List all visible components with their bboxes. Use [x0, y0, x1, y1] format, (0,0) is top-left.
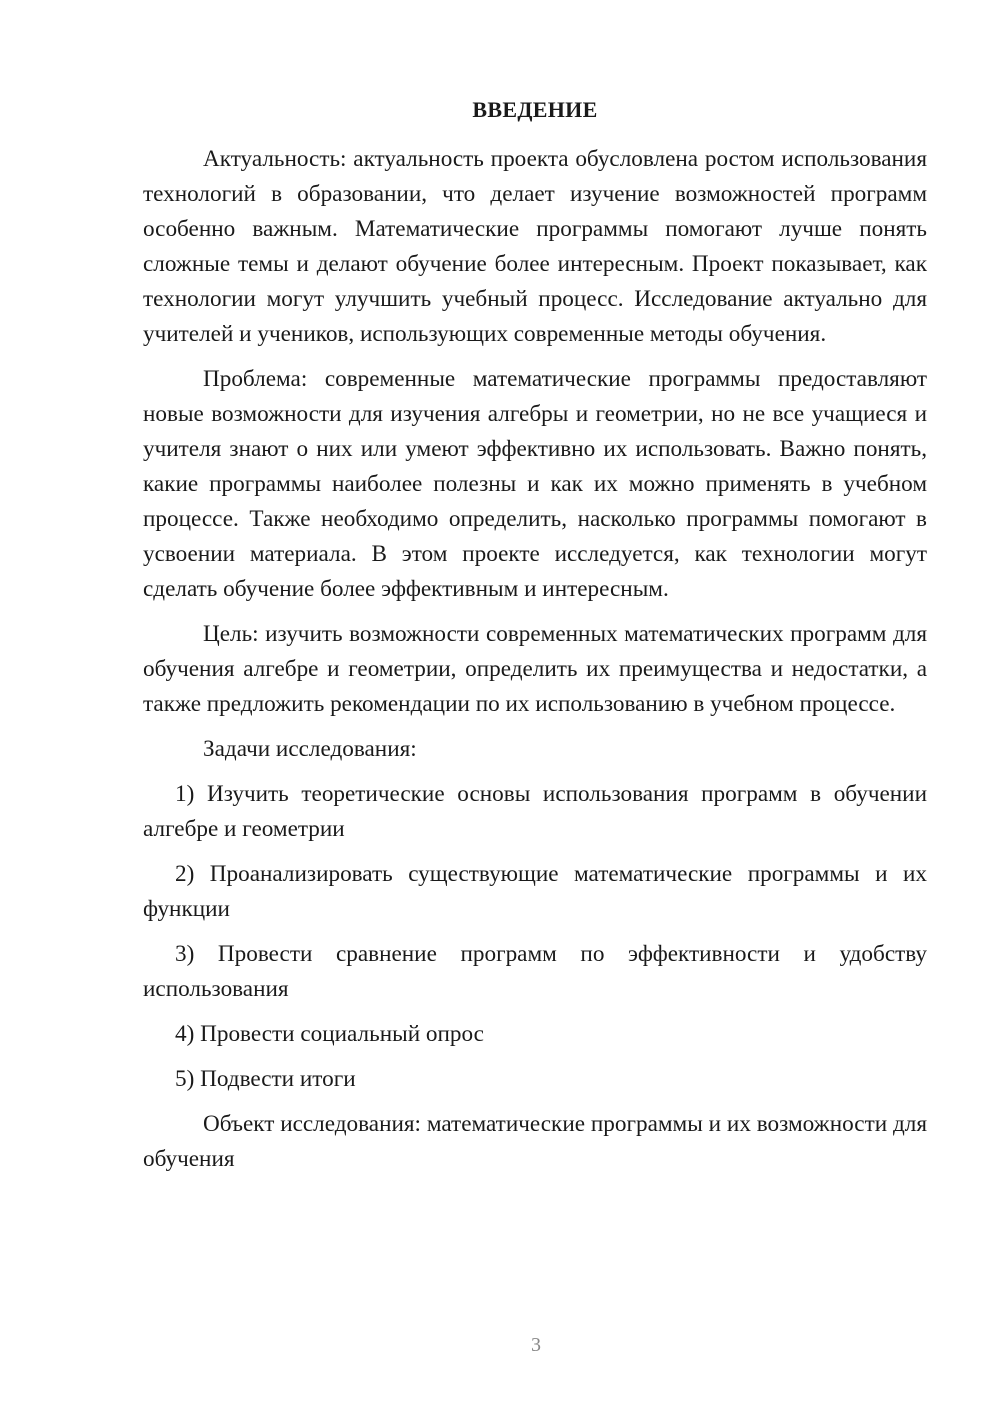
relevance-paragraph: Актуальность: актуальность проекта обусловлена ростом использования технологий в образовании, что делает изучение возможностей программ особенно важным. Математические программы помогают лучше понять сложные темы и делают обучение более интересным. Проект показывает, как технологии могут улучшить учебный процесс. Исследование актуально для учителей и учеников, использующих современные методы обучения. — [143, 146, 927, 347]
page-title: ВВЕДЕНИЕ — [472, 97, 598, 122]
problem-paragraph: Проблема: современные математические программы предоставляют новые возможности для изучения алгебры и геометрии, но не все учащиеся и учителя знают о них или умеют эффективно их использовать. Важно понять, какие программы наиболее полезны и как их можно применять в учебном процессе. Также необходимо определить, насколько программы помогают в усвоении материала. В этом проекте исследуется, как технологии могут сделать обучение более эффективным и интересным. — [143, 366, 927, 602]
document-page — [143, 96, 927, 1187]
goal-paragraph: Цель: изучить возможности современных математических программ для обучения алгебре и геометрии, определить их преимущества и недостатки, а также предложить рекомендации по их использованию в учебном процессе. — [143, 621, 927, 717]
task-item: 4) Провести социальный опрос — [175, 1021, 484, 1047]
task-item: 5) Подвести итоги — [175, 1066, 356, 1092]
task-item: 1) Изучить теоретические основы использования программ в обучении алгебре и геометрии — [143, 781, 927, 842]
object-paragraph: Объект исследования: математические программы и их возможности для обучения — [143, 1111, 927, 1172]
tasks-list — [143, 777, 927, 1097]
task-item: 3) Провести сравнение программ по эффективности и удобству использования — [143, 941, 927, 1002]
task-item: 2) Проанализировать существующие математические программы и их функции — [143, 861, 927, 922]
page-number: 3 — [531, 1334, 541, 1356]
tasks-heading: Задачи исследования: — [203, 736, 417, 762]
